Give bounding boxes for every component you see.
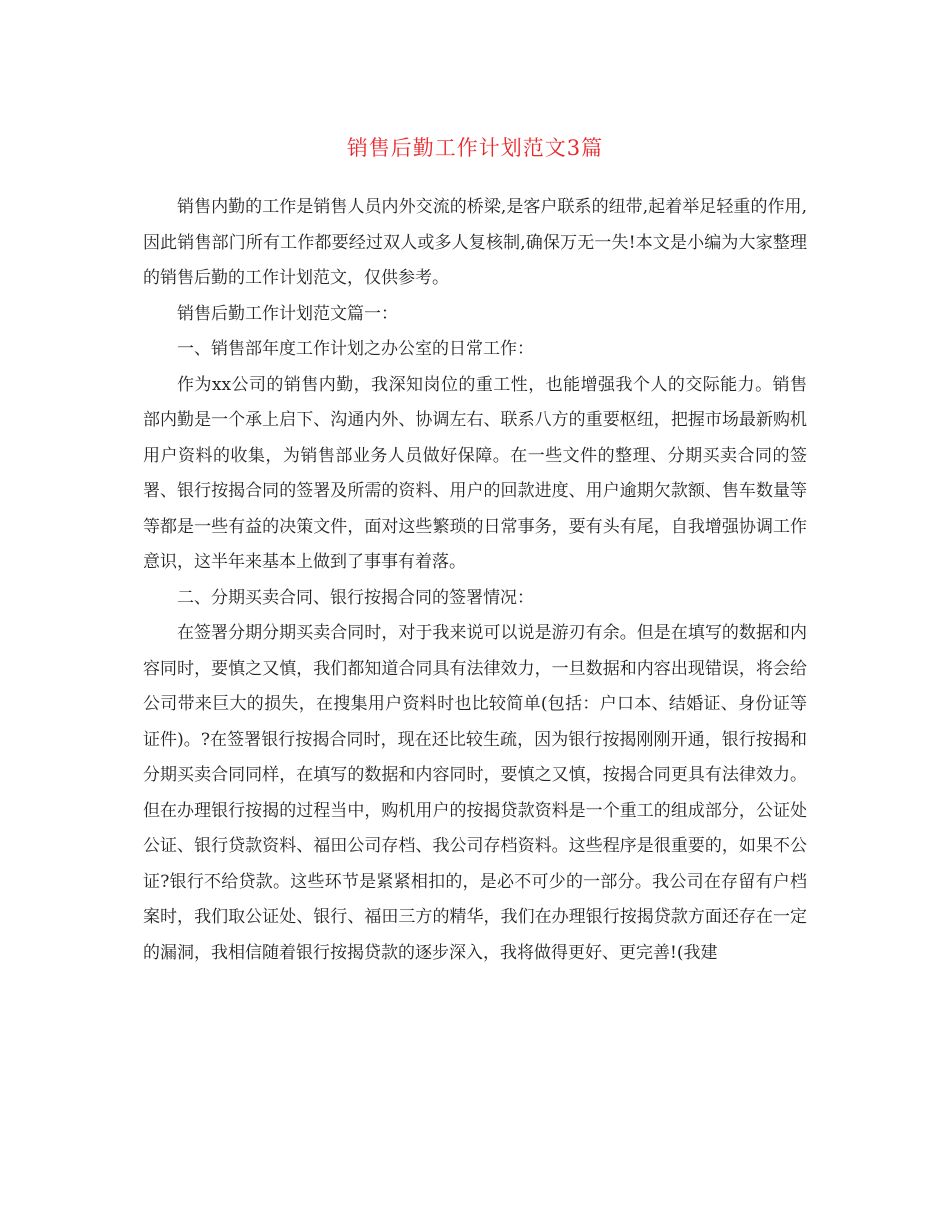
paragraph-contracts: 在签署分期分期买卖合同时，对于我来说可以说是游刃有余。但是在填写的数据和内容同时，要慎之又慎，我们都知道合同具有法律效力，一旦数据和内容出现错误，将会给公司带来巨大的损失，在搜集用户资料时也比较简单(包括：户口本、结婚证、身份证等证件)。?在签署银行按揭合同时，现在还比较生疏，因为银行按揭刚刚开通，银行按揭和分期买卖合同同样，在填写的数据和内容同时，要慎之又慎，按揭合同更具有法律效力。但在办理银行按揭的过程当中，购机用户的按揭贷款资料是一个重工的组成部分，公证处公证、银行贷款资料、福田公司存档、我公司存档资料。这些程序是很重要的，如果不公证?银行不给贷款。这些环节是紧紧相扣的，是必不可少的一部分。我公司在存留有户档案时，我们取公证处、银行、福田三方的精华，我们在办理银行按揭贷款方面还存在一定的漏洞，我相信随着银行按揭贷款的逐步深入，我将做得更好、更完善!(我建 (143, 623, 807, 963)
paragraph-heading-two: 二、分期买卖合同、银行按揭合同的签署情况： (177, 587, 534, 608)
paragraph-heading-one: 一、销售部年度工作计划之办公室的日常工作： (177, 339, 534, 359)
paragraph-intro: 销售内勤的工作是销售人员内外交流的桥梁,是客户联系的纽带,起着举足轻重的作用,因此销售部门所有工作都要经过双人或多人复核制,确保万无一失!本文是小编为大家整理的销售后勤的工作计划范文，仅供参考。 (143, 197, 807, 288)
document-title: 销售后勤工作计划范文3篇 (346, 136, 604, 160)
document-body (143, 190, 807, 971)
paragraph-daily-work: 作为xx公司的销售内勤，我深知岗位的重工性，也能增强我个人的交际能力。销售部内勤是一个承上启下、沟通内外、协调左右、联系八方的重要枢纽，把握市场最新购机用户资料的收集，为销售部业务人员做好保障。在一些文件的整理、分期买卖合同的签署、银行按揭合同的签署及所需的资料、用户的回款进度、用户逾期欠款额、售车数量等等都是一些有益的决策文件，面对这些繁琐的日常事务，要有头有尾，自我增强协调工作意识，这半年来基本上做到了事事有着落。 (143, 374, 807, 572)
paragraph-section-heading: 销售后勤工作计划范文篇一： (177, 303, 398, 324)
